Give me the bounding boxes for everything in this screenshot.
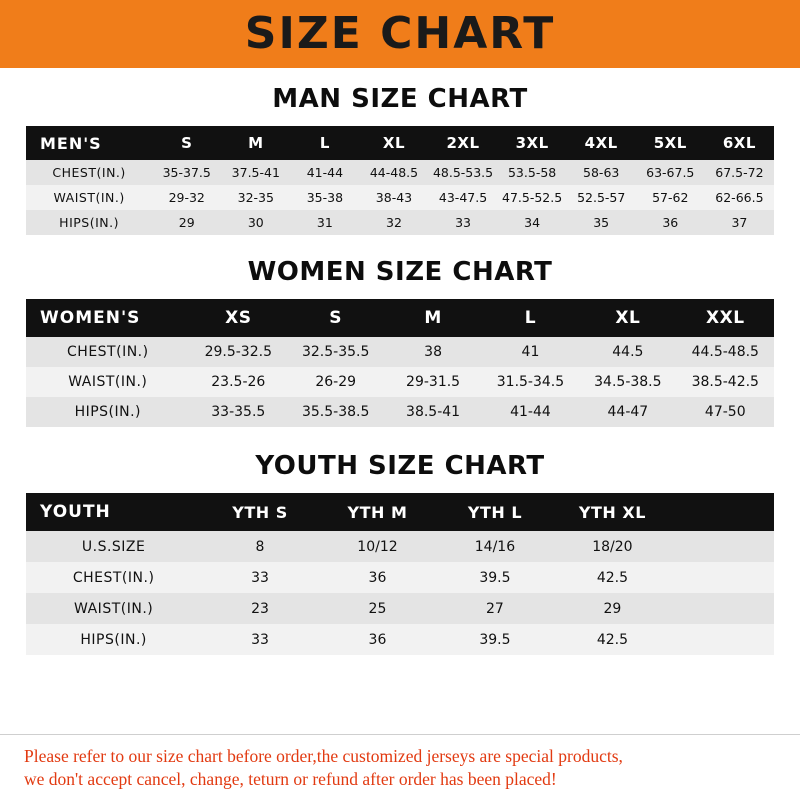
women-r1-c1: 23.5-26 bbox=[211, 374, 266, 390]
man-header-cell-1: S bbox=[181, 134, 193, 152]
man-r2-c9: 37 bbox=[731, 215, 748, 230]
women-r1-c3: 29-31.5 bbox=[406, 374, 461, 390]
women-r2-c0: HIPS(IN.) bbox=[74, 404, 142, 420]
table-row bbox=[26, 337, 774, 367]
women-r0-c3: 38 bbox=[424, 344, 442, 360]
youth-r2-c1: 23 bbox=[251, 600, 269, 617]
youth-r3-c1: 33 bbox=[251, 631, 269, 648]
youth-r1-c0: CHEST(IN.) bbox=[72, 569, 155, 586]
page-title: SIZE CHART bbox=[244, 8, 556, 59]
women-table-wrapper bbox=[26, 299, 774, 427]
man-r0-c8: 63-67.5 bbox=[646, 165, 695, 180]
women-size-table bbox=[26, 299, 774, 427]
table-row bbox=[26, 185, 774, 210]
man-r2-c1: 29 bbox=[178, 215, 195, 230]
header-band bbox=[0, 0, 800, 68]
youth-header-cell-2: YTH M bbox=[347, 502, 408, 522]
man-r1-c8: 57-62 bbox=[652, 190, 689, 205]
women-header-cell-4: L bbox=[524, 308, 537, 328]
youth-header-cell-5 bbox=[671, 493, 774, 531]
man-header-cell-0: MEN'S bbox=[40, 133, 102, 153]
table-header-row bbox=[26, 493, 774, 531]
youth-r0-c4: 18/20 bbox=[592, 538, 633, 555]
man-header-cell-3: L bbox=[319, 134, 330, 152]
women-r1-c6: 38.5-42.5 bbox=[691, 374, 759, 390]
man-r0-c9: 67.5-72 bbox=[715, 165, 764, 180]
man-table-wrapper bbox=[26, 126, 774, 235]
man-r1-c6: 47.5-52.5 bbox=[502, 190, 563, 205]
table-row bbox=[26, 624, 774, 655]
youth-header-cell-0: YOUTH bbox=[40, 502, 111, 522]
youth-r2-c5 bbox=[671, 593, 774, 624]
man-r0-c3: 41-44 bbox=[306, 165, 344, 180]
youth-r0-c5 bbox=[671, 531, 774, 562]
table-row bbox=[26, 593, 774, 624]
youth-r2-c4: 29 bbox=[603, 600, 622, 617]
youth-r2-c2: 25 bbox=[368, 600, 387, 617]
table-header-row bbox=[26, 126, 774, 160]
man-r1-c3: 35-38 bbox=[306, 190, 344, 205]
youth-r0-c0: U.S.SIZE bbox=[81, 538, 146, 555]
footer-line-2: we don't accept cancel, change, teturn or refund after order has been placed! bbox=[24, 769, 557, 790]
youth-size-table bbox=[26, 493, 774, 655]
women-r0-c4: 41 bbox=[521, 344, 540, 360]
table-row bbox=[26, 562, 774, 593]
man-r2-c3: 31 bbox=[316, 215, 333, 230]
man-r1-c7: 52.5-57 bbox=[577, 190, 626, 205]
youth-header-cell-3: YTH L bbox=[467, 502, 523, 522]
man-header-cell-4: XL bbox=[382, 134, 406, 152]
youth-r1-c4: 42.5 bbox=[596, 569, 628, 586]
man-r1-c9: 62-66.5 bbox=[715, 190, 764, 205]
man-r2-c7: 35 bbox=[593, 215, 610, 230]
man-r1-c2: 32-35 bbox=[237, 190, 274, 205]
youth-section-title: YOUTH SIZE CHART bbox=[255, 451, 545, 481]
man-r2-c2: 30 bbox=[247, 215, 264, 230]
man-header-cell-5: 2XL bbox=[446, 134, 480, 152]
content-area bbox=[0, 68, 800, 720]
man-r0-c6: 53.5-58 bbox=[507, 165, 557, 180]
man-r2-c4: 32 bbox=[386, 215, 402, 230]
man-r0-c1: 35-37.5 bbox=[162, 165, 211, 180]
women-r1-c5: 34.5-38.5 bbox=[594, 374, 662, 390]
women-r1-c2: 26-29 bbox=[315, 374, 357, 390]
man-r1-c4: 38-43 bbox=[375, 190, 413, 205]
women-r2-c2: 35.5-38.5 bbox=[301, 404, 370, 420]
women-header-cell-6: XXL bbox=[706, 308, 745, 328]
youth-table-wrapper bbox=[26, 493, 774, 655]
youth-r3-c2: 36 bbox=[368, 631, 387, 648]
youth-r1-c3: 39.5 bbox=[479, 569, 511, 586]
table-row bbox=[26, 367, 774, 397]
man-r0-c0: CHEST(IN.) bbox=[52, 165, 126, 180]
women-r0-c2: 32.5-35.5 bbox=[301, 344, 370, 360]
table-row bbox=[26, 210, 774, 235]
youth-r1-c1: 33 bbox=[251, 569, 269, 586]
women-section-title: WOMEN SIZE CHART bbox=[247, 257, 553, 287]
man-header-cell-9: 6XL bbox=[722, 134, 756, 152]
man-size-table bbox=[26, 126, 774, 235]
youth-r3-c5 bbox=[671, 624, 774, 655]
man-r2-c0: HIPS(IN.) bbox=[59, 215, 119, 230]
youth-r3-c0: HIPS(IN.) bbox=[80, 631, 147, 648]
youth-r3-c3: 39.5 bbox=[479, 631, 511, 648]
youth-header-cell-1: YTH S bbox=[232, 502, 288, 522]
footer-line-1: Please refer to our size chart before order,the customized jerseys are special products, bbox=[24, 745, 623, 766]
women-header-cell-2: S bbox=[329, 308, 343, 328]
women-r2-c4: 41-44 bbox=[510, 404, 551, 420]
women-r0-c6: 44.5-48.5 bbox=[691, 344, 759, 360]
youth-r2-c0: WAIST(IN.) bbox=[74, 600, 154, 617]
women-r2-c6: 47-50 bbox=[704, 404, 746, 420]
youth-r3-c4: 42.5 bbox=[596, 631, 628, 648]
women-header-cell-1: XS bbox=[225, 308, 252, 328]
man-r1-c0: WAIST(IN.) bbox=[53, 190, 125, 205]
women-header-cell-3: M bbox=[424, 308, 442, 328]
man-header-cell-2: M bbox=[248, 134, 264, 152]
women-r2-c5: 44-47 bbox=[607, 404, 649, 420]
table-header-row bbox=[26, 299, 774, 337]
women-header-cell-0: WOMEN'S bbox=[40, 308, 141, 328]
table-row bbox=[26, 397, 774, 427]
youth-header-cell-4: YTH XL bbox=[578, 502, 646, 522]
women-r0-c1: 29.5-32.5 bbox=[204, 344, 272, 360]
man-r2-c5: 33 bbox=[455, 215, 471, 230]
man-r0-c4: 44-48.5 bbox=[369, 165, 419, 180]
table-row bbox=[26, 160, 774, 185]
footer-disclaimer bbox=[0, 734, 800, 800]
women-r1-c4: 31.5-34.5 bbox=[496, 374, 565, 390]
man-header-cell-6: 3XL bbox=[515, 134, 549, 152]
women-r0-c5: 44.5 bbox=[612, 344, 644, 360]
man-section-title: MAN SIZE CHART bbox=[272, 84, 528, 114]
man-r0-c5: 48.5-53.5 bbox=[432, 165, 494, 180]
man-header-cell-7: 4XL bbox=[584, 134, 618, 152]
youth-r0-c1: 8 bbox=[255, 538, 265, 555]
women-r2-c3: 38.5-41 bbox=[406, 404, 461, 420]
youth-r0-c2: 10/12 bbox=[357, 538, 398, 555]
man-header-cell-8: 5XL bbox=[653, 134, 687, 152]
youth-r1-c5 bbox=[671, 562, 774, 593]
women-r0-c0: CHEST(IN.) bbox=[67, 344, 149, 360]
youth-r0-c3: 14/16 bbox=[474, 538, 516, 555]
man-r0-c7: 58-63 bbox=[583, 165, 620, 180]
women-r1-c0: WAIST(IN.) bbox=[68, 374, 148, 390]
man-r1-c1: 29-32 bbox=[168, 190, 205, 205]
man-r1-c5: 43-47.5 bbox=[438, 190, 488, 205]
man-r2-c6: 34 bbox=[524, 215, 541, 230]
women-header-cell-5: XL bbox=[615, 308, 641, 328]
women-r2-c1: 33-35.5 bbox=[211, 404, 266, 420]
youth-r2-c3: 27 bbox=[486, 600, 504, 617]
youth-r1-c2: 36 bbox=[368, 569, 387, 586]
man-r0-c2: 37.5-41 bbox=[231, 165, 280, 180]
table-row bbox=[26, 531, 774, 562]
man-r2-c8: 36 bbox=[662, 215, 679, 230]
